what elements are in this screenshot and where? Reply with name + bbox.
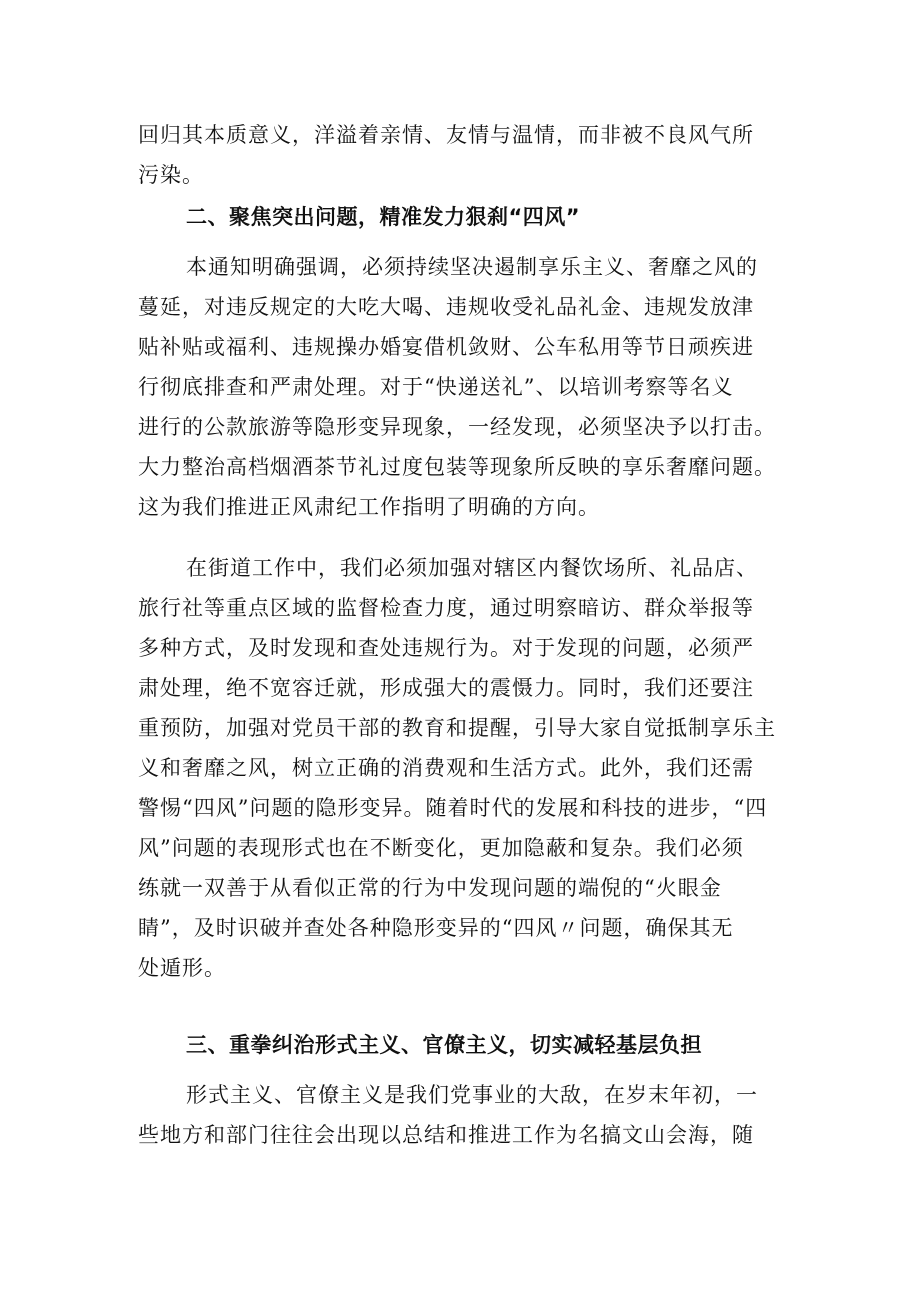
text-line: 些地方和部门往往会出现以总结和推进工作为名搞文山会海，随 <box>138 1123 754 1147</box>
text-line: 蔓延，对违反规定的大吃大喝、违规收受礼品礼金、违规发放津 <box>138 295 754 319</box>
text-line: 警惕“四风”问题的隐形变异。随着时代的发展和科技的进步，“四 <box>138 796 768 820</box>
section-two-paragraph-2 <box>138 548 790 988</box>
text-line: 本通知明确强调，必须持续坚决遏制享乐主义、奢靡之风的 <box>186 255 758 279</box>
text-line: 处遁形。 <box>138 956 226 980</box>
section-three-paragraph-1 <box>138 1075 790 1155</box>
section-three-heading: 三、重拳纠治形式主义、官僚主义，切实减轻基层负担 <box>186 1033 702 1057</box>
text-line: 行彻底排查和严肃处理。对于“快递送礼”、以培训考察等名义 <box>138 375 734 399</box>
text-line: 练就一双善于从看似正常的行为中发现问题的端倪的“火眼金 <box>138 876 722 900</box>
intro-paragraph <box>138 115 790 195</box>
text-line: 回归其本质意义，洋溢着亲情、友情与温情，而非被不良风气所 <box>138 123 754 147</box>
text-line: 义和奢靡之风，树立正确的消费观和生活方式。此外，我们还需 <box>138 756 754 780</box>
text-line: 旅行社等重点区域的监督检查力度，通过明察暗访、群众举报等 <box>138 596 754 620</box>
text-line: 这为我们推进正风肃纪工作指明了明确的方向。 <box>138 495 600 519</box>
text-line: 肃处理，绝不宽容迁就，形成强大的震慑力。同时，我们还要注 <box>138 676 754 700</box>
text-line: 大力整治高档烟酒茶节礼过度包装等现象所反映的享乐奢靡问题。 <box>138 455 776 479</box>
text-line: 形式主义、官僚主义是我们党事业的大敌，在岁末年初，一 <box>186 1083 758 1107</box>
text-line: 进行的公款旅游等隐形变异现象，一经发现，必须坚决予以打击。 <box>138 415 776 439</box>
text-line: 在街道工作中，我们必须加强对辖区内餐饮场所、礼品店、 <box>186 556 758 580</box>
text-line: 多种方式，及时发现和查处违规行为。对于发现的问题，必须严 <box>138 636 754 660</box>
text-line: 睛”，及时识破并查处各种隐形变异的“四风〃问题，确保其无 <box>138 916 734 940</box>
text-line: 重预防，加强对党员干部的教育和提醒，引导大家自觉抵制享乐主 <box>138 716 776 740</box>
text-line: 贴补贴或福利、违规操办婚宴借机敛财、公车私用等节日顽疾进 <box>138 335 754 359</box>
text-line: 污染。 <box>138 163 204 187</box>
text-line: 风”问题的表现形式也在不断变化，更加隐蔽和复杂。我们必须 <box>138 836 744 860</box>
section-two-paragraph-1 <box>138 247 790 527</box>
section-two-heading: 二、聚焦突出问题，精准发力狠刹“四风” <box>186 205 581 229</box>
